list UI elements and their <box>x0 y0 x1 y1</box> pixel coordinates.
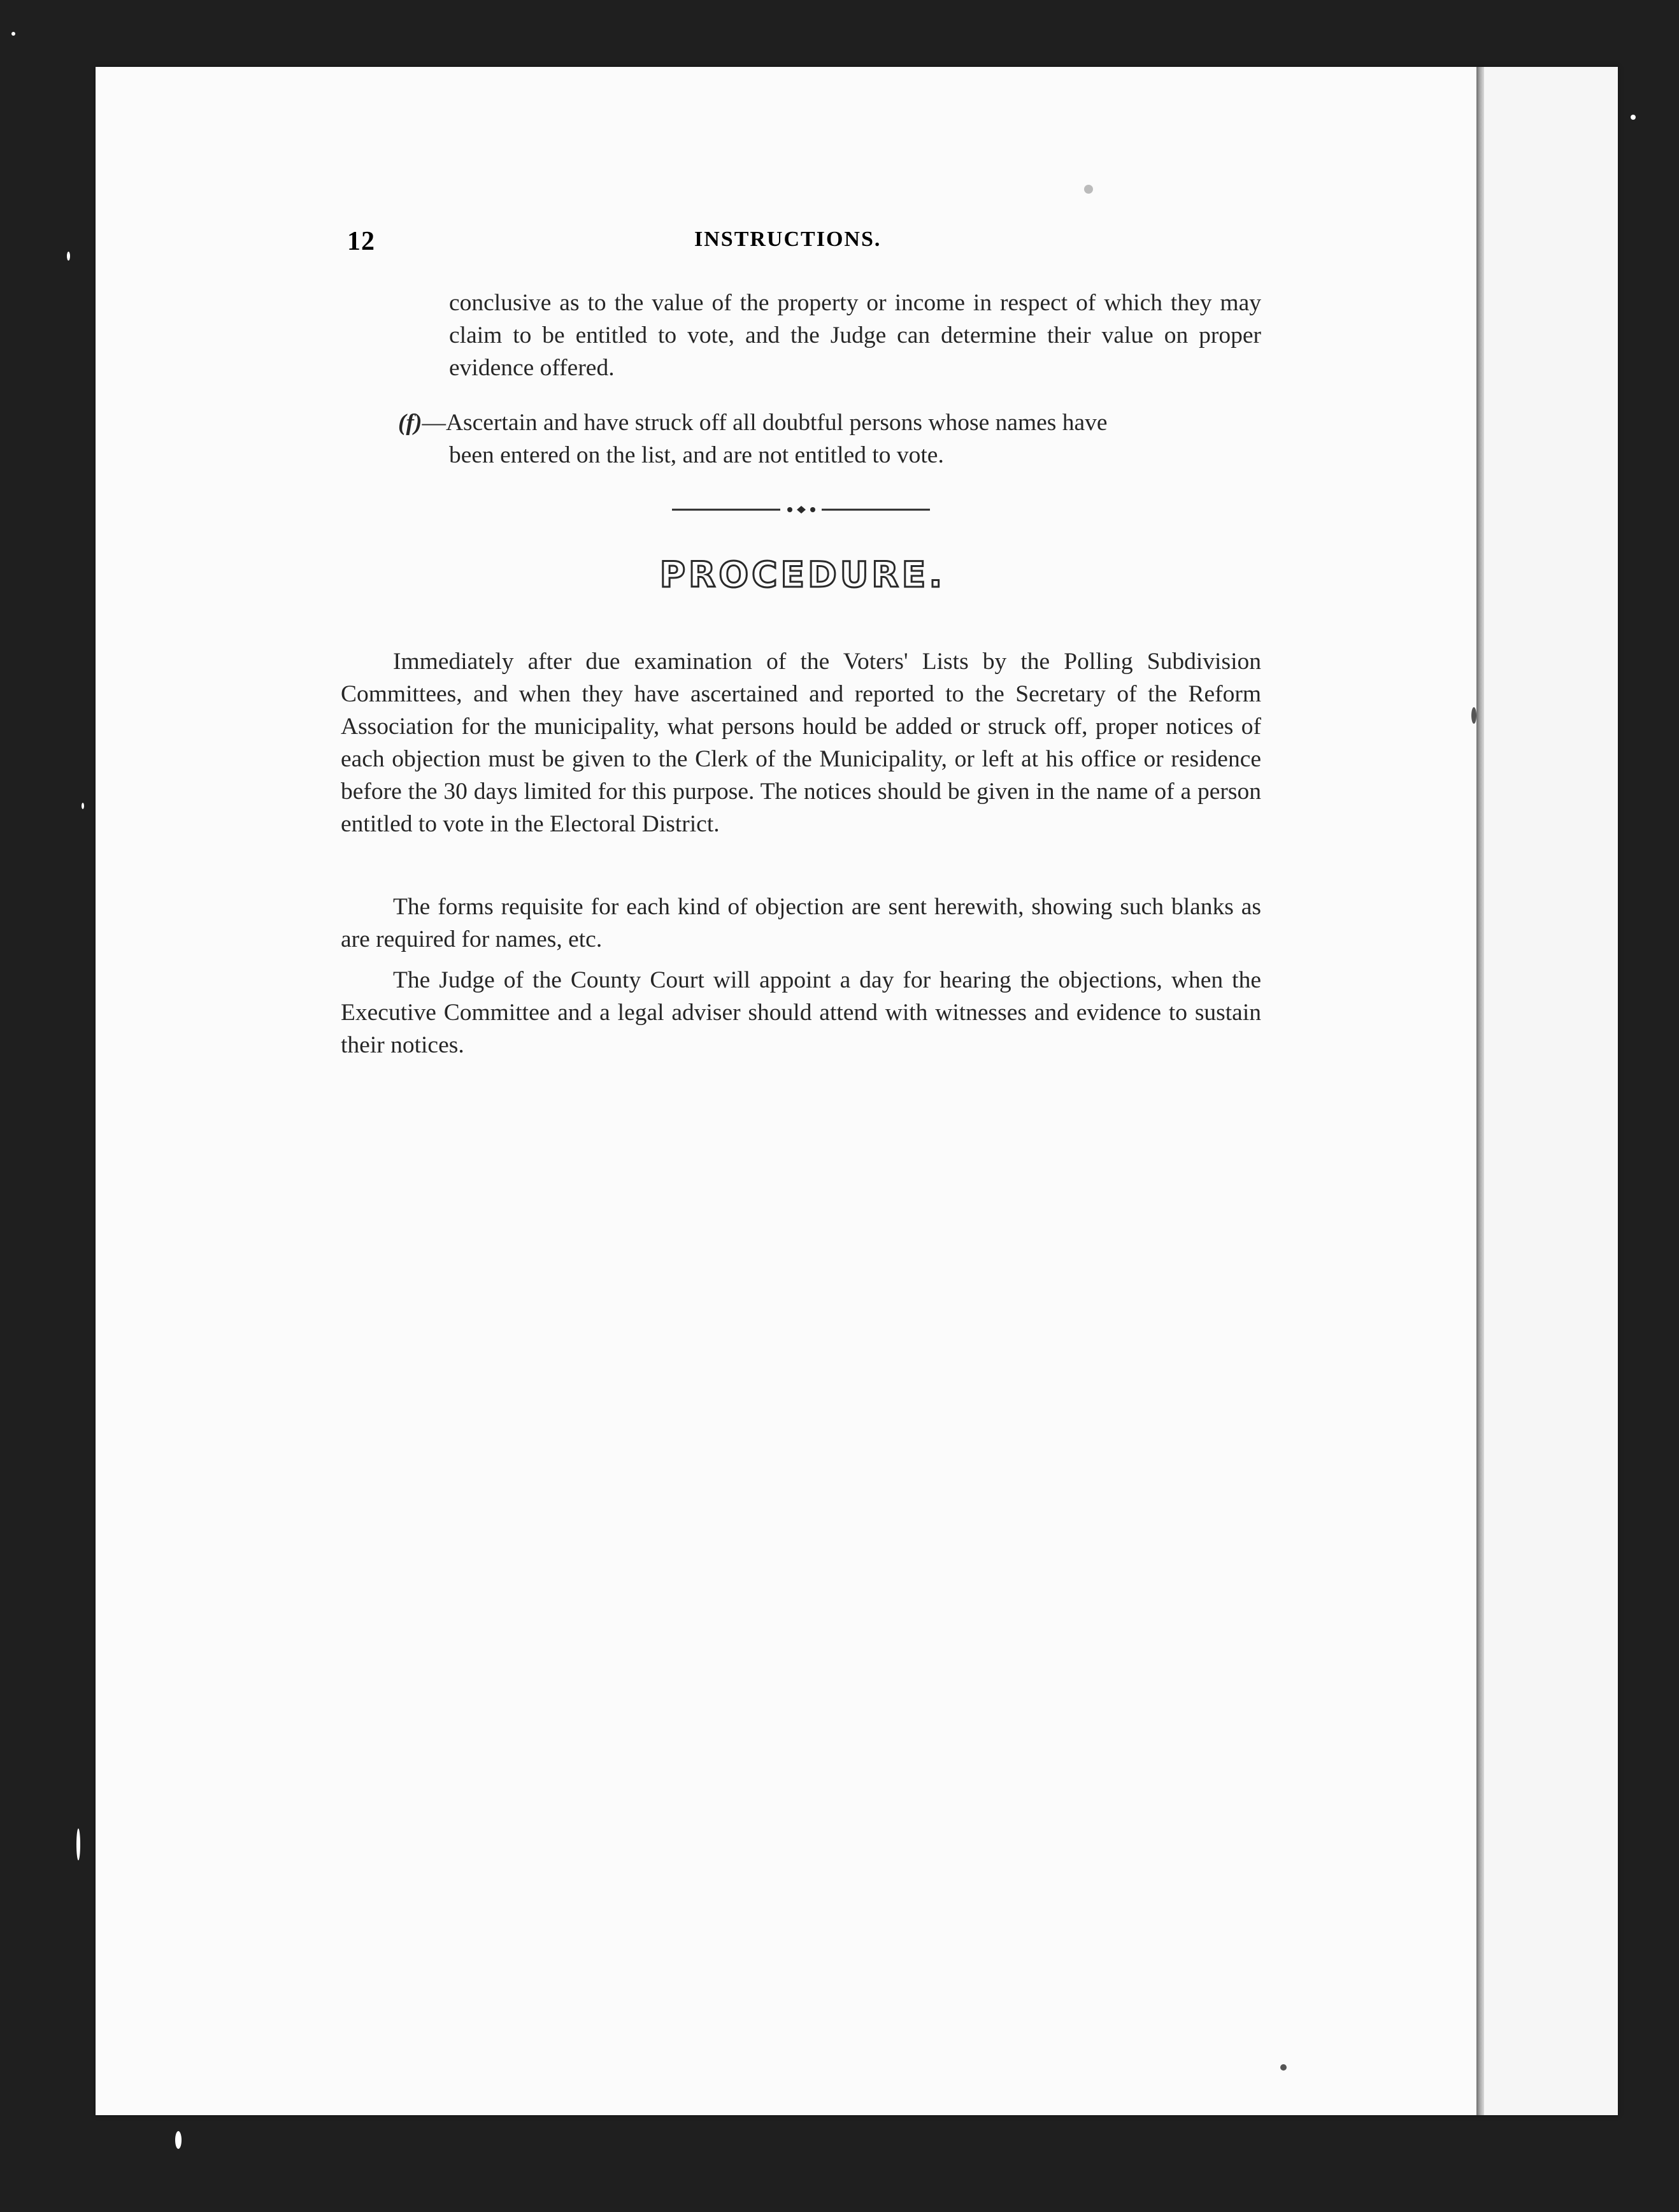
paragraph-forms: The forms requisite for each kind of objection are sent herewith, showing such blanks as are required for names, etc. <box>341 893 1261 952</box>
item-f-marker: (f) <box>398 410 422 436</box>
page-header <box>347 226 1264 258</box>
scan-speck <box>1471 707 1476 724</box>
facing-page-edge <box>1484 67 1618 2115</box>
scan-speck <box>1631 115 1636 120</box>
paragraph-immediately: Immediately after due examination of the Voters' Lists by the Polling Subdivision Committees, and when they have ascertained and reported to the Secretary of the Reform Association for the municipality, what persons hould be added or struck off, proper notices of each objection must be given to the Clerk of the Municipality, or left at his office or residence before the 30 days limited for this purpose. The notices should be given in the name of a person entitled to vote in the Electoral District. <box>341 648 1261 837</box>
paragraph-judge: The Judge of the County Court will appoint a day for hearing the objections, when the Executive Committee and a legal adviser should attend with witnesses and evidence to sustain their notices. <box>341 966 1261 1058</box>
scan-speck <box>76 1828 80 1860</box>
scan-speck <box>175 2131 182 2149</box>
scan-speck <box>67 252 70 261</box>
item-f-line1: —Ascertain and have struck off all doubtful persons whose names have <box>422 410 1108 436</box>
continuation-paragraph: conclusive as to the value of the property or income in respect of which they may claim to be entitled to vote, and the Judge can determine their value on proper evidence offered. <box>449 290 1261 381</box>
scan-speck <box>1084 185 1093 194</box>
scan-speck <box>1280 2064 1287 2071</box>
scan-speck <box>11 32 15 36</box>
page-number: 12 <box>347 227 375 256</box>
item-f-line2: been entered on the list, and are not entitled to vote. <box>449 442 944 468</box>
section-heading: PROCEDURE. <box>659 554 946 595</box>
running-head: INSTRUCTIONS. <box>694 227 882 251</box>
scan-speck <box>82 803 84 809</box>
item-f <box>398 406 1261 471</box>
divider-ornament <box>672 503 930 516</box>
